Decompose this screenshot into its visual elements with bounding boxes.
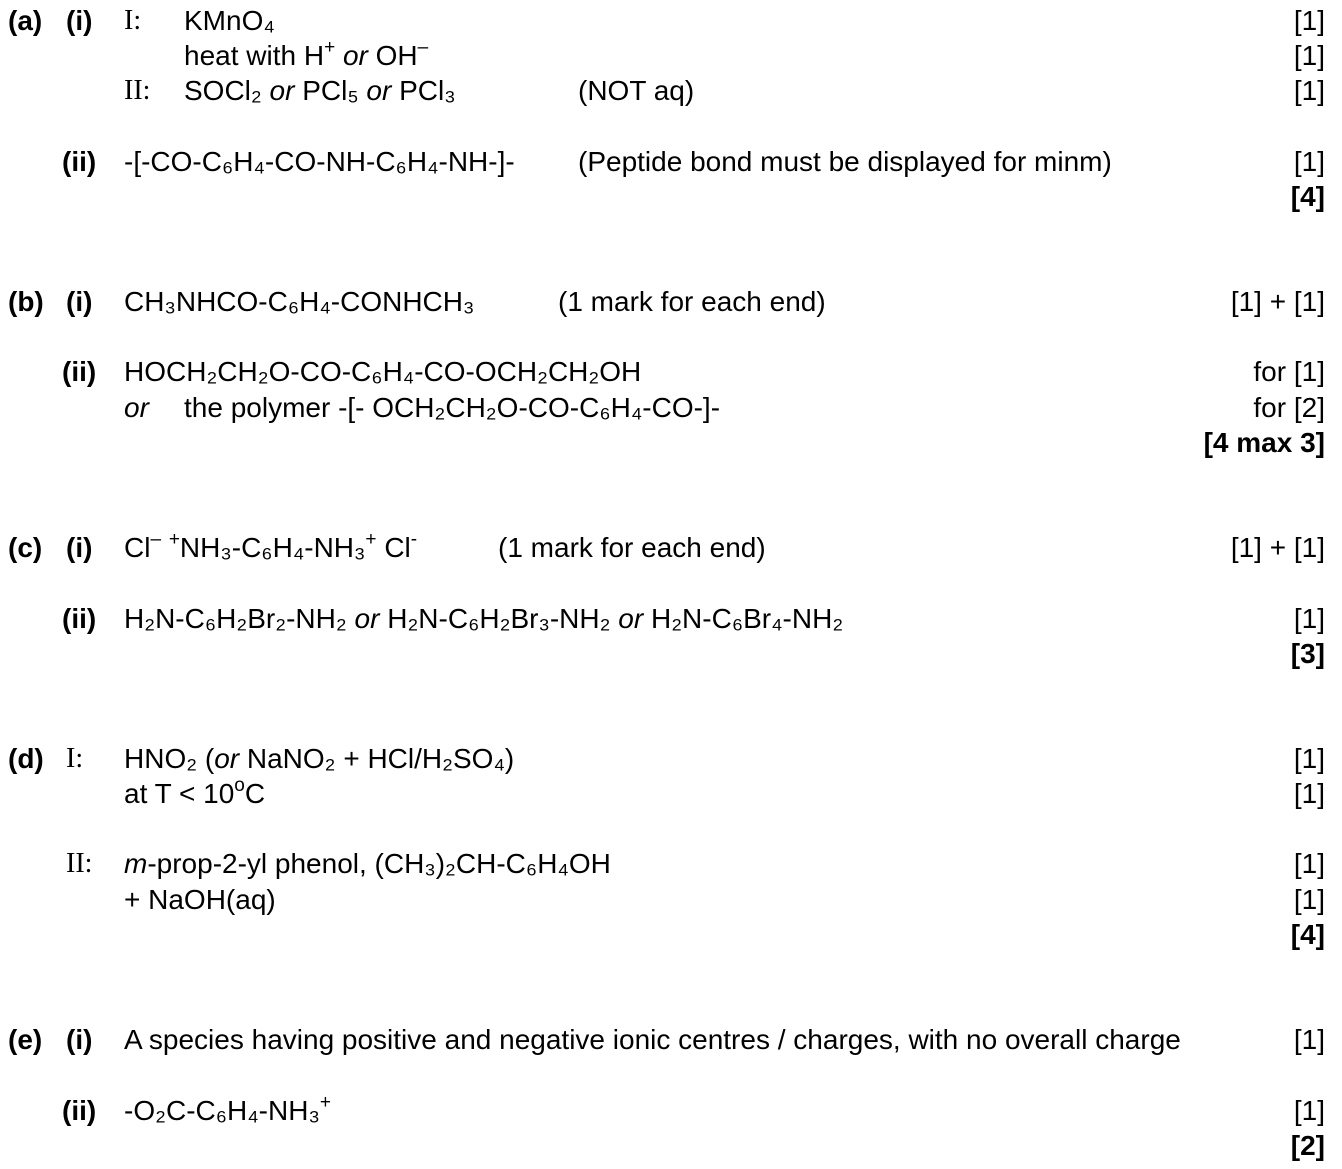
part-d-step2-label: II:: [66, 848, 93, 879]
part-b-polymer: the polymer -[- OCH₂CH₂O-CO-C₆H₄-CO-]-: [184, 392, 721, 423]
part-c-salt-cl2: Cl: [384, 532, 411, 563]
part-d-reagent-or: or: [214, 743, 240, 774]
part-a-reagent2-c: PCl₃: [399, 75, 456, 106]
part-a-i-label: (i): [66, 5, 93, 36]
part-a-reagent2-or1: or: [269, 75, 295, 106]
part-d-phenol-rest: -prop-2-yl phenol, (CH₃)₂CH-C₆H₄OH: [147, 848, 611, 879]
part-b-ester: HOCH₂CH₂O-CO-C₆H₄-CO-OCH₂CH₂OH: [124, 356, 642, 387]
part-e-zwitterion-charge: +: [319, 1092, 331, 1113]
part-a-reagent2-a: SOCl₂: [184, 75, 262, 106]
part-e-mark-ii: [1]: [1293, 1095, 1325, 1126]
part-a-heat-oh-charge: –: [417, 37, 429, 58]
part-a-heat-or: or: [342, 40, 368, 71]
part-b-mark-i: [1] + [1]: [1230, 286, 1325, 317]
part-c-i-label: (i): [66, 532, 93, 563]
part-a-step2-label: II:: [124, 75, 151, 106]
part-a-mark1: [1]: [1293, 5, 1325, 36]
part-d-naoh: + NaOH(aq): [124, 884, 276, 915]
part-e-i-label: (i): [66, 1024, 93, 1055]
part-e-zwitterion: -O₂C-C₆H₄-NH₃: [124, 1095, 320, 1126]
part-d-temp: [124, 777, 265, 811]
part-d-mark4: [1]: [1293, 884, 1325, 915]
part-e-label: (e): [8, 1024, 43, 1055]
part-d-mark2: [1]: [1293, 778, 1325, 809]
part-a-mark2: [1]: [1293, 40, 1325, 71]
part-b-total: [4 max 3]: [1203, 427, 1325, 458]
part-c-salt-nh3-charge: +: [168, 529, 180, 550]
part-c-bromo-or2: or: [618, 603, 644, 634]
part-a-mark3: [1]: [1293, 75, 1325, 106]
part-b-or: or: [124, 392, 149, 423]
part-d-mark3: [1]: [1293, 848, 1325, 879]
part-a-ii-label: (ii): [62, 146, 97, 177]
part-c-mark-i: [1] + [1]: [1230, 532, 1325, 563]
part-e-total: [2]: [1290, 1130, 1325, 1161]
part-a-heat-line: [184, 39, 428, 73]
part-a-mark4: [1]: [1293, 146, 1325, 177]
part-d-phenol: [124, 847, 611, 881]
part-b-ester-mark: for [1]: [1253, 356, 1325, 387]
part-a-polymer-note: (Peptide bond must be displayed for minm): [578, 146, 1112, 177]
part-c-label: (c): [8, 532, 43, 563]
part-a-reagent2-note: (NOT aq): [578, 75, 695, 106]
part-d-reagent-b: NaNO₂ + HCl/H₂SO₄): [239, 743, 515, 774]
part-c-total: [3]: [1290, 638, 1325, 669]
part-d-mark1: [1]: [1293, 743, 1325, 774]
part-e-zwitterion-line: [124, 1094, 331, 1128]
part-d-temp-prefix: at T < 10: [124, 778, 235, 809]
part-b-ii-label: (ii): [62, 356, 97, 387]
part-d-label: (d): [8, 743, 44, 774]
part-e-mark-i: [1]: [1293, 1024, 1325, 1055]
part-c-bromo2: H₂N-C₆H₂Br₃-NH₂: [387, 603, 611, 634]
part-b-polymer-mark: for [2]: [1253, 392, 1325, 423]
part-a-step1-label: I:: [124, 5, 142, 36]
part-c-salt-cl1-charge: –: [150, 529, 162, 550]
part-b-label: (b): [8, 286, 44, 317]
part-c-salt-cl2-charge: -: [410, 529, 418, 550]
part-c-ii-label: (ii): [62, 603, 97, 634]
part-d-reagent-a: HNO₂ (: [124, 743, 215, 774]
part-a-reagent2: [184, 74, 456, 108]
part-c-salt-note: (1 mark for each end): [498, 532, 766, 563]
part-c-mark-ii: [1]: [1293, 603, 1325, 634]
part-c-bromo1: H₂N-C₆H₂Br₂-NH₂: [124, 603, 347, 634]
part-d-total: [4]: [1290, 919, 1325, 950]
part-a-total: [4]: [1290, 181, 1325, 212]
part-a-reagent2-b: PCl₅: [302, 75, 359, 106]
part-c-bromo3: H₂N-C₆Br₄-NH₂: [650, 603, 844, 634]
part-a-heat-h-charge: +: [324, 37, 336, 58]
part-d-step1-label: I:: [66, 743, 84, 774]
part-d-temp-degree: o: [234, 775, 245, 796]
part-c-salt-body: NH₃-C₆H₄-NH₃: [179, 532, 366, 563]
part-c-salt-body-charge: +: [365, 529, 377, 550]
part-b-amide-note: (1 mark for each end): [558, 286, 826, 317]
part-c-salt-cl1: Cl: [124, 532, 151, 563]
part-a-polymer: -[-CO-C₆H₄-CO-NH-C₆H₄-NH-]-: [124, 146, 515, 177]
part-c-bromo: [124, 602, 843, 636]
part-a-heat-oh: OH: [375, 40, 418, 71]
part-a-label: (a): [8, 5, 43, 36]
part-b-or-label: [124, 391, 149, 425]
part-a-reagent2-or2: or: [366, 75, 392, 106]
part-b-amide: CH₃NHCO-C₆H₄-CONHCH₃: [124, 286, 475, 317]
part-b-i-label: (i): [66, 286, 93, 317]
part-e-definition: A species having positive and negative ionic centres / charges, with no overall charge: [124, 1024, 1181, 1055]
part-d-reagent: [124, 742, 514, 776]
part-c-salt: [124, 531, 417, 565]
part-d-temp-unit: C: [244, 778, 266, 809]
part-a-heat-prefix: heat with H: [184, 40, 325, 71]
part-a-reagent1: KMnO₄: [184, 5, 275, 36]
part-e-ii-label: (ii): [62, 1095, 97, 1126]
part-d-phenol-prefix: m: [124, 848, 148, 879]
part-c-bromo-or1: or: [354, 603, 380, 634]
